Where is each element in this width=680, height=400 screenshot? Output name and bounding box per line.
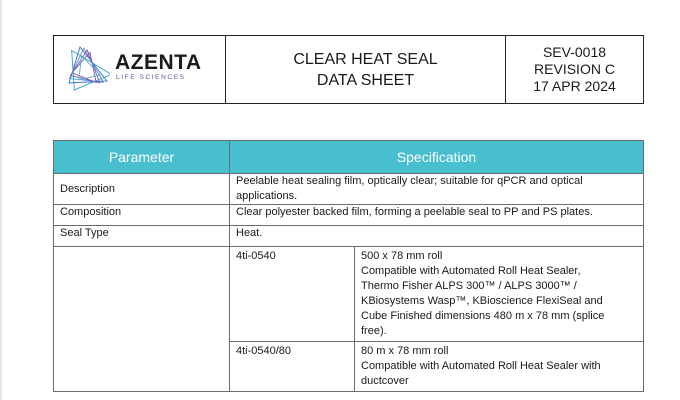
document-header (53, 35, 644, 104)
product-detail-line: Compatible with Automated Roll Heat Sealer, (361, 265, 581, 277)
products-cell (230, 247, 644, 392)
logo-cell (54, 36, 226, 103)
product-code: 4ti-0540/80 (230, 342, 355, 392)
composition-label: Composition (54, 205, 230, 226)
product-detail-line: free). (361, 325, 387, 337)
description-value: Peelable heat sealing film, optically clear; suitable for qPCR and optical applications. (230, 174, 644, 205)
table-row (54, 205, 644, 226)
revision-date: 17 APR 2024 (533, 78, 616, 94)
logo-subtitle: LIFE SCIENCES (116, 74, 186, 81)
product-details (355, 342, 644, 392)
table-row (54, 247, 644, 392)
title-line-2: DATA SHEET (316, 71, 415, 89)
products-table (230, 247, 643, 391)
product-detail-line: 80 m x 78 mm roll (361, 345, 449, 357)
product-row (230, 342, 643, 392)
parameter-column-header: Parameter (54, 141, 230, 174)
product-detail-line: Compatible with Automated Roll Heat Sealer with (361, 360, 601, 372)
document-id: SEV-0018 (542, 44, 607, 60)
document-title (226, 36, 506, 103)
product-detail-line: Thermo Fisher ALPS 300™ / ALPS 3000™ / (361, 280, 577, 292)
table-row (54, 174, 644, 205)
page-edge (0, 0, 2, 400)
logo-name: AZENTA (115, 51, 202, 74)
product-detail-line: ductcover (361, 375, 409, 387)
table-header-row (54, 141, 644, 174)
products-label-cell (54, 247, 230, 392)
product-detail-line: KBiosystems Wasp™, KBioscience FlexiSeal and (361, 295, 603, 307)
document-control (506, 36, 643, 103)
description-label: Description (54, 174, 230, 205)
azenta-logo-icon (66, 43, 110, 91)
product-detail-line: 500 x 78 mm roll (361, 250, 443, 262)
specification-column-header: Specification (230, 141, 644, 174)
table-row (54, 226, 644, 247)
product-code: 4ti-0540 (230, 247, 355, 342)
specification-table (53, 140, 644, 392)
product-detail-line: Cube Finished dimensions 480 m x 78 mm (splice (361, 310, 605, 322)
title-line-1: CLEAR HEAT SEAL (293, 50, 438, 68)
composition-value: Clear polyester backed film, forming a peelable seal to PP and PS plates. (230, 205, 644, 226)
seal-type-label: Seal Type (54, 226, 230, 247)
seal-type-value: Heat. (230, 226, 644, 247)
product-row (230, 247, 643, 342)
revision-label: REVISION C (534, 61, 615, 77)
product-details (355, 247, 644, 342)
